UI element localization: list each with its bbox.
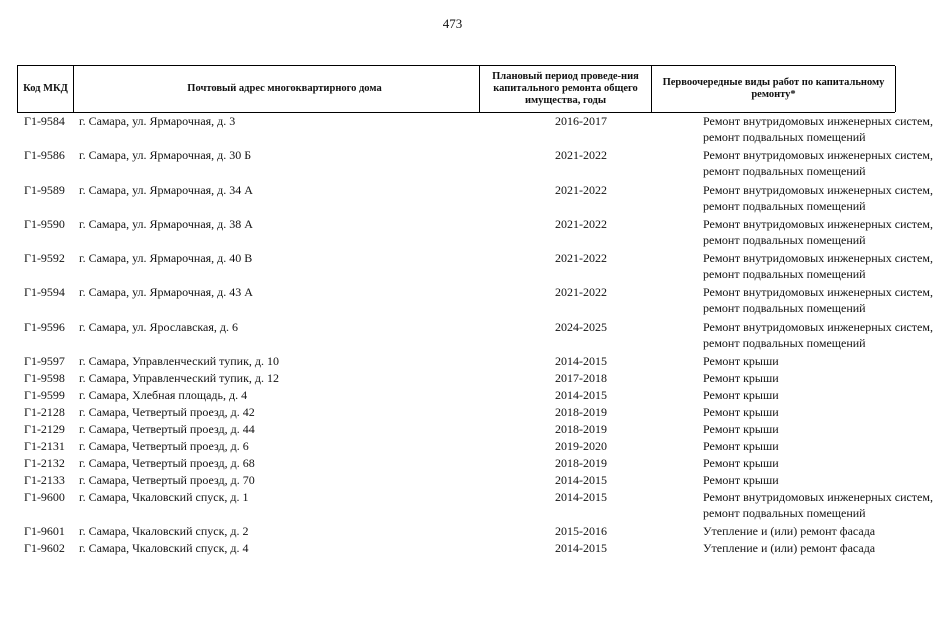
row-code: Г1-2132 <box>24 456 65 471</box>
row-code: Г1-9586 <box>24 148 65 163</box>
row-works-line-1: Ремонт внутридомовых инженерных систем, <box>703 285 933 300</box>
table-row <box>17 113 933 147</box>
row-period: 2021-2022 <box>555 216 607 231</box>
row-code: Г1-9601 <box>24 524 65 539</box>
row-works <box>695 404 915 421</box>
row-works-line-1: Ремонт крыши <box>703 388 779 403</box>
header-works: Первоочередные виды работ по капитальному ремонту* <box>652 66 896 112</box>
row-address: г. Самара, ул. Ярмарочная, д. 3 <box>79 114 236 128</box>
table-row <box>17 455 895 472</box>
row-period: 2021-2022 <box>555 285 607 300</box>
row-period: 2021-2022 <box>555 148 607 163</box>
row-period: 2021-2022 <box>555 251 607 266</box>
table-row <box>17 472 895 489</box>
row-works <box>695 455 915 472</box>
table-row <box>17 353 895 370</box>
table-row <box>17 147 933 181</box>
row-code: Г1-9596 <box>24 319 65 334</box>
row-works-line-2: ремонт подвальных помещений <box>703 232 866 247</box>
row-works <box>695 319 933 353</box>
row-works-line-1: Ремонт внутридомовых инженерных систем, <box>703 114 933 128</box>
row-works-line-2: ремонт подвальных помещений <box>703 164 866 179</box>
row-period: 2014-2015 <box>555 354 607 369</box>
row-works-line-1: Ремонт крыши <box>703 405 779 420</box>
table-row <box>17 404 895 421</box>
row-code: Г1-9590 <box>24 216 65 231</box>
row-code: Г1-9597 <box>24 354 65 369</box>
row-works-line-1: Ремонт крыши <box>703 456 779 471</box>
row-code: Г1-9584 <box>24 114 65 128</box>
row-works-line-1: Ремонт крыши <box>703 473 779 488</box>
header-period: Плановый период проведе-ния капитального ремонта общего имущества, годы <box>480 66 652 112</box>
row-address: г. Самара, Чкаловский спуск, д. 4 <box>79 541 249 556</box>
row-code: Г1-9594 <box>24 285 65 300</box>
row-works-line-2: ремонт подвальных помещений <box>703 130 866 144</box>
row-works-line-2: ремонт подвальных помещений <box>703 335 866 350</box>
row-address: г. Самара, Чкаловский спуск, д. 2 <box>79 524 249 539</box>
row-works-line-1: Ремонт внутридомовых инженерных систем, <box>703 251 933 266</box>
row-address: г. Самара, ул. Ярославская, д. 6 <box>79 319 238 334</box>
row-works-line-1: Ремонт крыши <box>703 371 779 386</box>
row-period: 2018-2019 <box>555 422 607 437</box>
table-row <box>17 250 933 284</box>
row-works-line-1: Утепление и (или) ремонт фасада <box>703 524 876 539</box>
row-code: Г1-2128 <box>24 405 65 420</box>
row-works-line-1: Утепление и (или) ремонт фасада <box>703 541 876 556</box>
row-works <box>695 284 933 318</box>
row-period: 2016-2017 <box>555 114 607 128</box>
table-row <box>17 370 895 387</box>
table-row <box>17 387 895 404</box>
row-works-line-1: Ремонт внутридомовых инженерных систем, <box>703 216 933 231</box>
row-period: 2024-2025 <box>555 319 607 334</box>
row-address: г. Самара, Чкаловский спуск, д. 1 <box>79 490 249 505</box>
row-address: г. Самара, Хлебная площадь, д. 4 <box>79 388 248 403</box>
row-address: г. Самара, Управленческий тупик, д. 12 <box>79 371 280 386</box>
row-address: г. Самара, Четвертый проезд, д. 44 <box>79 422 255 437</box>
row-works-line-1: Ремонт внутридомовых инженерных систем, <box>703 319 933 334</box>
row-period: 2021-2022 <box>555 182 607 197</box>
row-address: г. Самара, ул. Ярмарочная, д. 30 Б <box>79 148 252 163</box>
row-address: г. Самара, ул. Ярмарочная, д. 43 А <box>79 285 253 300</box>
table-row <box>17 489 933 523</box>
table-row <box>17 284 933 318</box>
row-works-line-1: Ремонт крыши <box>703 354 779 369</box>
row-address: г. Самара, Четвертый проезд, д. 6 <box>79 439 249 454</box>
row-works-line-1: Ремонт внутридомовых инженерных систем, <box>703 182 933 197</box>
row-works <box>695 113 933 147</box>
table-row <box>17 438 895 455</box>
header-code: Код МКД <box>18 66 74 112</box>
row-works <box>695 216 933 250</box>
row-address: г. Самара, ул. Ярмарочная, д. 40 В <box>79 251 253 266</box>
row-address: г. Самара, Управленческий тупик, д. 10 <box>79 354 280 369</box>
row-address: г. Самара, Четвертый проезд, д. 70 <box>79 473 255 488</box>
table-row <box>17 523 895 540</box>
row-works-line-2: ремонт подвальных помещений <box>703 506 866 521</box>
row-period: 2019-2020 <box>555 439 607 454</box>
row-works-line-2: ремонт подвальных помещений <box>703 301 866 316</box>
row-works <box>695 147 933 181</box>
row-works-line-1: Ремонт внутридомовых инженерных систем, <box>703 490 933 505</box>
row-works <box>695 489 933 523</box>
header-address: Почтовый адрес многоквартирного дома <box>74 66 480 112</box>
row-code: Г1-9602 <box>24 541 65 556</box>
row-works <box>695 472 915 489</box>
row-works-line-1: Ремонт внутридомовых инженерных систем, <box>703 148 933 163</box>
page-number: 473 <box>442 16 463 31</box>
table-row <box>17 216 933 250</box>
row-code: Г1-9589 <box>24 182 65 197</box>
row-period: 2015-2016 <box>555 524 607 539</box>
row-code: Г1-2131 <box>24 439 65 454</box>
row-period: 2014-2015 <box>555 388 607 403</box>
row-works <box>695 250 933 284</box>
row-works <box>695 421 915 438</box>
table-header <box>17 65 895 113</box>
row-works <box>695 438 915 455</box>
row-period: 2017-2018 <box>555 371 607 386</box>
row-works <box>695 182 933 216</box>
row-works-line-2: ремонт подвальных помещений <box>703 198 866 213</box>
row-code: Г1-2129 <box>24 422 65 437</box>
table-row <box>17 421 895 438</box>
table-row <box>17 319 933 353</box>
row-period: 2014-2015 <box>555 473 607 488</box>
row-works <box>695 353 915 370</box>
row-period: 2018-2019 <box>555 456 607 471</box>
row-code: Г1-9592 <box>24 251 65 266</box>
row-address: г. Самара, ул. Ярмарочная, д. 34 А <box>79 182 253 197</box>
row-works-line-1: Ремонт крыши <box>703 422 779 437</box>
row-works-line-1: Ремонт крыши <box>703 439 779 454</box>
row-period: 2014-2015 <box>555 541 607 556</box>
row-code: Г1-2133 <box>24 473 65 488</box>
row-address: г. Самара, Четвертый проезд, д. 68 <box>79 456 255 471</box>
table-row <box>17 540 895 557</box>
row-code: Г1-9598 <box>24 371 65 386</box>
row-code: Г1-9599 <box>24 388 65 403</box>
row-works <box>695 523 915 540</box>
row-works-line-2: ремонт подвальных помещений <box>703 267 866 282</box>
row-works <box>695 387 915 404</box>
row-period: 2018-2019 <box>555 405 607 420</box>
row-code: Г1-9600 <box>24 490 65 505</box>
row-works <box>695 540 915 557</box>
row-address: г. Самара, Четвертый проезд, д. 42 <box>79 405 255 420</box>
table-body <box>17 113 933 557</box>
table-row <box>17 182 933 216</box>
row-address: г. Самара, ул. Ярмарочная, д. 38 А <box>79 216 253 231</box>
repair-schedule-table <box>17 65 933 557</box>
row-works <box>695 370 915 387</box>
row-period: 2014-2015 <box>555 490 607 505</box>
